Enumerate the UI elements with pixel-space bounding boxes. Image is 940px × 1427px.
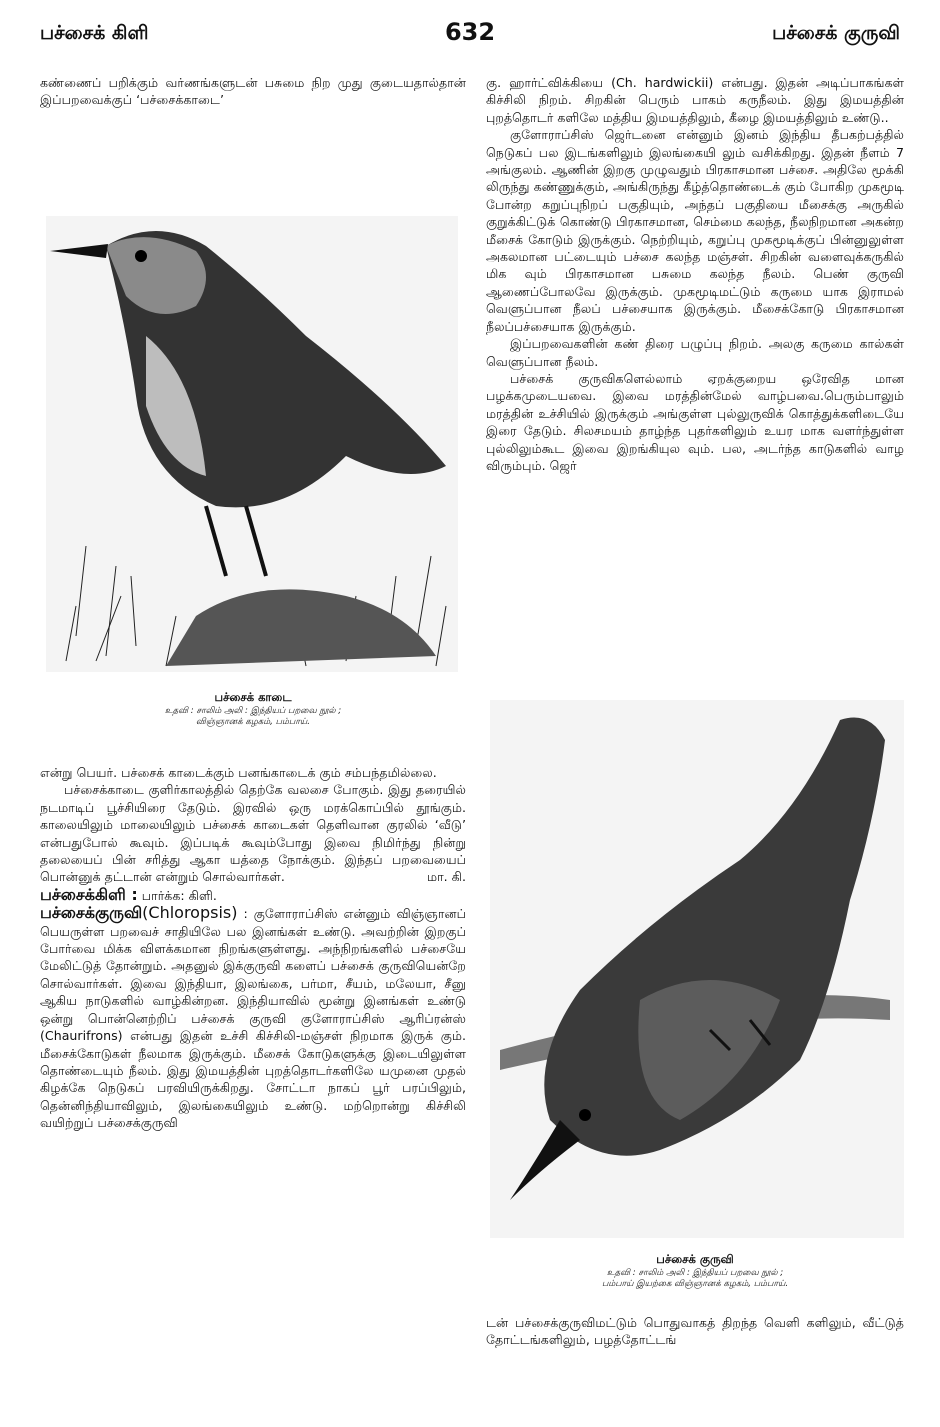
- caption-title: பச்சைக் குருவி: [656, 1252, 734, 1266]
- caption-title: பச்சைக் காடை: [214, 690, 292, 704]
- bird-drawing-icon: [490, 700, 904, 1238]
- entry-headword: பச்சைக்கிளி :: [40, 884, 138, 904]
- right-column-top: [486, 74, 904, 474]
- paragraph: கண்ணைப் பறிக்கும் வர்ணங்களுடன் பசுமை நிற முது குடையதால்தான் இப்பறவைக்குப் ‘பச்சைக்காடை’: [40, 75, 466, 108]
- left-column-top: [40, 74, 466, 109]
- page-number: 632: [444, 18, 496, 46]
- paragraph-text: பச்சைக்காடை குளிர்காலத்தில் தெற்கே வலசை போகும். இது தரையில் நடமாடிப் பூச்சியிரை தேடும். இரவில் ஒரு மரக்கொப்பில் தூங்கும். காலையிலும் மாலையிலும் பச்சைக் காடைகள் தெளிவான குரலில் ‘வீடு’ என்பதுபோல் கூவும். இப்படிக் கூவும்போது இவை நிமிர்ந்து நின்று தலையைப் பின் சரித்து ஆகா யத்தை நோக்கும். இந்தப் பறவையைப் பொன்னுக் தட்டான் என்றும் சொல்வார்கள்.: [40, 782, 466, 885]
- figure-caption-right: [486, 1252, 904, 1290]
- entry-paragraph: [40, 904, 466, 1131]
- entry-text: : குளோராப்சிஸ் என்னும் விஞ்ஞானப் பெயருள்ள பறவைச் சாதியிலே பல இனங்கள் உண்டு. அவற்றின் இறகுப் போர்வை மிக்க விளக்கமான நிறங்களுள்ளது. அந்நிறங்களில் பச்சையே மேலிட்டுத் தோன்றும். அதனுல் இக்குருவி களைப் பச்சைக் குருவியென்றே சொல்வார்கள். இவை இந்தியா, இலங்கை, பர்மா, சீயம், மலேயா, சீனு ஆகிய நாடுகளில் வாழ்கின்றன. இந்தியாவில் மூன்று இனங்கள் உண்டு ஒன்று பொன்னெற்றிப் பச்சைக் குருவி குளோராப்சிஸ் ஆரிப்ரன்ஸ் (Chaurifrons) என்பது இதன் உச்சி கிச்சிலி-மஞ்சள் நிறமாக இருக் கும். மீசைக்கோடுகள் நீலமாக இருக்கும். மீசைக் கோடுகளுக்கு இடையிலுள்ள தொண்டையும் நீலம். இது இமயத்தின் புறத்தொடர்களிலே யமுனை முதல் கிழக்கே நெடுகப் பரவியிருக்கிறது. சோட்டா நாகப் பூர் பரப்பிலும், தென்னிந்தியாவிலும், இலங்கையிலும் உண்டு. மற்றொன்று கிச்சிலி வயிற்றுப் பச்சைக்குருவி: [40, 906, 466, 1131]
- caption-credit: உதவி : சாலிம் அலி : இந்தியப் பறவை நூல் ;: [164, 706, 342, 716]
- bird-drawing-icon: [46, 216, 458, 672]
- entry-latin-name: (Chloropsis): [142, 903, 238, 923]
- caption-credit: பம்பாய் இயற்கை விஞ்ஞானக் கழகம், பம்பாய்.: [601, 1279, 789, 1289]
- entry-cross-reference: [40, 886, 466, 904]
- left-column-bottom: [40, 764, 466, 1132]
- paragraph: இப்பறவைகளின் கண் திரை பழுப்பு நிறம். அலகு கருமை கால்கள் வெளுப்பான நீலம்.: [486, 336, 904, 369]
- entry-text: பார்க்க: கிளி.: [141, 887, 217, 903]
- leafbird-illustration: [490, 700, 904, 1238]
- running-head-right: பச்சைக் குருவி: [772, 22, 900, 44]
- running-head-left: பச்சைக் கிளி: [40, 22, 149, 44]
- figure-caption-left: [40, 690, 466, 728]
- entry-headword: பச்சைக்குருவி: [40, 903, 143, 923]
- caption-credit: உதவி : சாலிம் அலி : இந்தியப் பறவை நூல் ;: [606, 1268, 784, 1278]
- paragraph: கு. ஹார்ட்விக்கியை (Ch. hardwickii) என்பது. இதன் அடிப்பாகங்கள் கிச்சிலி நிறம். சிறகின் பெரும் பாகம் கருநீலம். இது இமயத்தின் புறத்தொடர் களிலே மத்திய இமயத்திலும், கீழை இமயத்திலும் உண்டு..: [486, 75, 904, 125]
- caption-credit: விஞ்ஞானக் கழகம், பம்பாய்.: [196, 717, 310, 727]
- paragraph: பச்சைக் குருவிகளெல்லாம் ஏறக்குறைய ஒரேவித மான பழக்கமுடையவை. இவை மரத்தின்மேல் வாழ்பவை.பெரும்பாலும் மரத்தின் உச்சியில் இருக்கும் அங்குள்ள புல்லுருவிக் கொத்துக்களிடையே இரை தேடும். சிலசமயம் தாழ்ந்த புதர்களிலும் உயர மாக வளர்ந்துள்ள புல்லிலும்கூட இவை இறங்கியுல வும். பல, அடர்ந்த காடுகளில் வாழ விரும்பும். ஜெர்: [486, 370, 904, 473]
- paragraph: குளோராப்சிஸ் ஜெர்டனை என்னும் இனம் இந்திய தீபகற்பத்தில் நெடுகப் பல இடங்களிலும் இலங்கையி லும் வசிக்கிறது. இதன் நீளம் 7 அங்குலம். ஆணின் இறகு முழுவதும் பிரகாசமான பச்சை. அதிலே மூக்கி லிருந்து கண்ணுக்கும், அங்கிருந்து கீழ்த்தொண்டைக் கும் போகிற முகமூடி போன்ற கறுப்புநிறப் பகுதியும், அந்தப் பகுதியை மீசைக்கு அருகில் குறுக்கிட்டுக் கொண்டு பிரகாசமான, செம்மை கலந்த, நீலநிறமான அகன்ற மீசைக் கோடும் இருக்கும். நெற்றியும், கறுப்பு முகமூடிக்குப் பின்னுலுள்ள அகலமான பட்டையும் பச்சை கலந்த மஞ்சள். சிறகின் வளைவுக்கருகில் மிக வும் பிரகாசமான பசுமை கலந்த நீலம். பெண் குருவி ஆணைப்போலவே இருக்கும். முகமூடிமட்டும் கருமை யாக இராமல் வெளுப்பான நீலப் பச்சையாக இருக்கும். மீசைக்கோடு பிரகாசமான நீலப்பச்சையாக இருக்கும்.: [486, 127, 904, 334]
- paragraph: டன் பச்சைக்குருவிமட்டும் பொதுவாகத் திறந்த வெளி களிலும், வீட்டுத் தோட்டங்களிலும், பழத்தோட்டங்: [486, 1315, 904, 1348]
- paragraph: [40, 781, 466, 885]
- author-initials: மா. கி.: [426, 869, 466, 885]
- green-quail-illustration: [46, 216, 458, 672]
- paragraph: என்று பெயர். பச்சைக் காடைக்கும் பனங்காடைக் கும் சம்பந்தமில்லை.: [40, 765, 437, 780]
- right-column-bottom: [486, 1314, 904, 1349]
